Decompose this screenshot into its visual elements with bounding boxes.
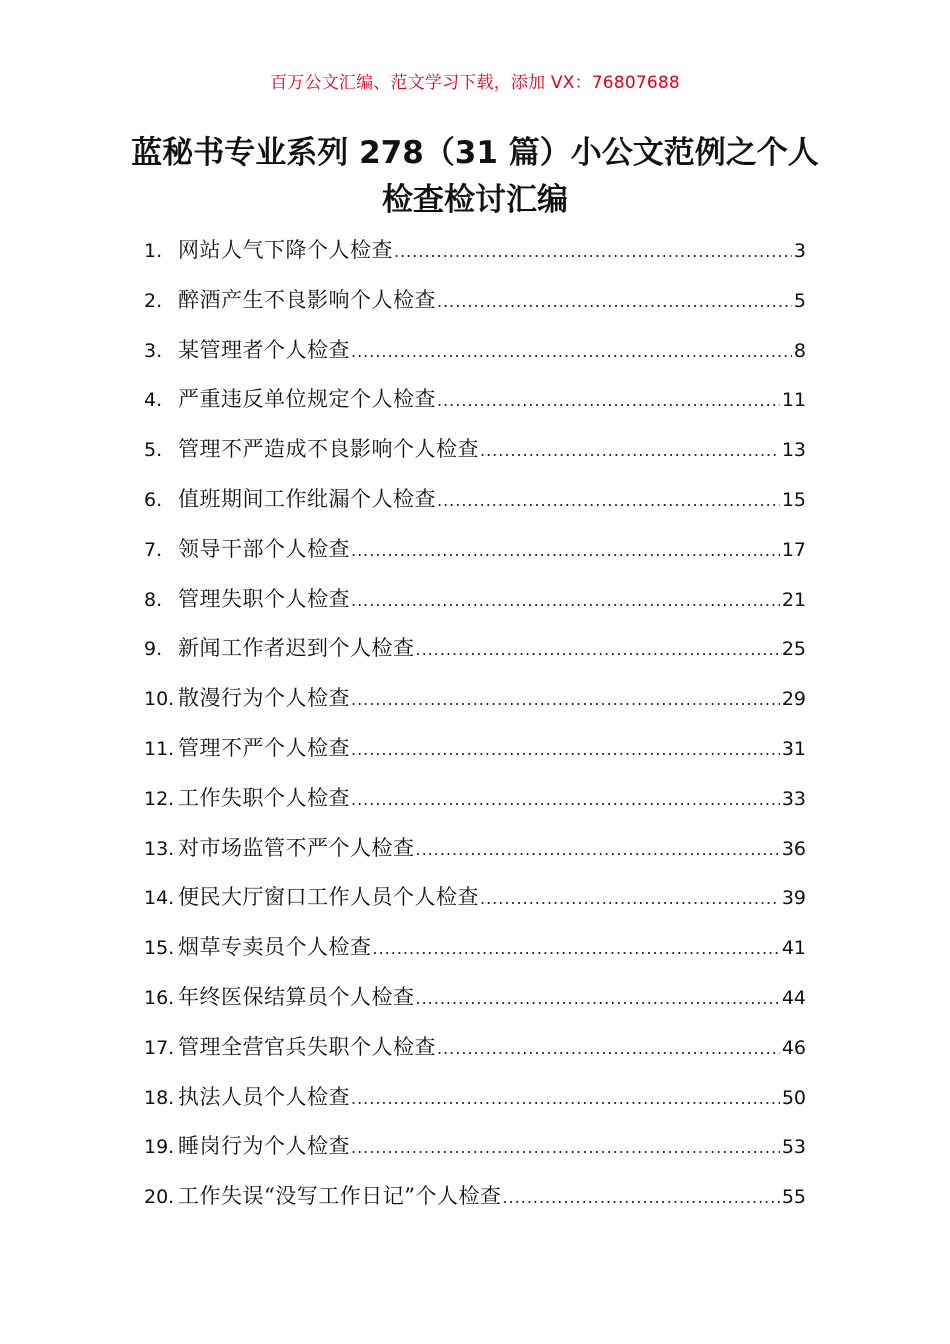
toc-entry-number: 9. [144,638,163,661]
toc-dot-leader [480,431,780,471]
toc-entry[interactable] [144,379,806,429]
toc-entry-number: 20. [144,1186,175,1209]
toc-entry-title: 睡岗行为个人检查 [178,1134,350,1159]
toc-entry[interactable] [144,429,806,479]
toc-entry-page-number: 5 [793,289,806,312]
toc-entry-title: 工作失误“没写工作日记”个人检查 [178,1184,502,1209]
toc-entry-title: 醉酒产生不良影响个人检查 [178,287,436,312]
toc-entry-page-number: 46 [781,1036,806,1059]
toc-entry-number: 2. [144,289,163,312]
toc-dot-leader [437,1029,780,1069]
toc-entry[interactable] [144,330,806,380]
toc-dot-leader [351,680,780,720]
toc-entry-page-number: 15 [781,488,806,511]
toc-entry-title: 年终医保结算员个人检查 [178,984,415,1009]
toc-entry-title: 管理失职个人检查 [178,586,350,611]
toc-entry[interactable] [144,1077,806,1127]
toc-entry-title: 工作失职个人检查 [178,785,350,810]
toc-entry-title: 领导干部个人检查 [178,536,350,561]
toc-entry-page-number: 11 [781,389,806,412]
toc-entry-title: 便民大厅窗口工作人员个人检查 [178,885,479,910]
toc-dot-leader [351,780,780,820]
toc-dot-leader [437,381,780,421]
toc-entry[interactable] [144,479,806,529]
toc-entry-number: 19. [144,1136,175,1159]
toc-dot-leader [351,581,780,621]
toc-entry-number: 14. [144,887,175,910]
toc-entry-page-number: 41 [781,937,806,960]
toc-entry[interactable] [144,1126,806,1176]
toc-dot-leader [502,1178,779,1218]
toc-entry-title: 管理不严个人检查 [178,735,350,760]
toc-entry[interactable] [144,828,806,878]
toc-entry-title: 烟草专卖员个人检查 [178,935,372,960]
toc-dot-leader [437,282,792,322]
toc-entry[interactable] [144,728,806,778]
toc-entry-number: 18. [144,1086,175,1109]
toc-entry-page-number: 3 [793,240,806,262]
toc-entry-page-number: 25 [781,638,806,661]
toc-entry[interactable] [144,1027,806,1077]
toc-entry-title: 网站人气下降个人检查 [178,238,393,262]
toc-entry[interactable] [144,230,806,280]
toc-entry[interactable] [144,1176,806,1226]
toc-entry-title: 值班期间工作纰漏个人检查 [178,486,436,511]
toc-entry-page-number: 13 [781,439,806,462]
toc-dot-leader [373,929,780,969]
header-note: 百万公文汇编、范文学习下载，添加 VX：76807688 [270,73,680,93]
toc-entry-title: 新闻工作者迟到个人检查 [178,636,415,661]
toc-dot-leader [394,232,792,272]
toc-entry-number: 7. [144,538,163,561]
toc-entry-number: 10. [144,688,175,711]
toc-entry[interactable] [144,529,806,579]
toc-entry[interactable] [144,778,806,828]
toc-entry-number: 11. [144,737,175,760]
toc-entry-title: 对市场监管不严个人检查 [178,835,415,860]
toc-dot-leader [437,481,780,521]
toc-entry-page-number: 50 [781,1086,806,1109]
toc-dot-leader [416,830,780,870]
toc-entry-page-number: 8 [793,339,806,362]
toc-entry-page-number: 33 [781,787,806,810]
toc-entry-page-number: 44 [781,986,806,1009]
toc-entry-page-number: 29 [781,688,806,711]
toc-entry-title: 某管理者个人检查 [178,337,350,362]
toc-entry-title: 严重违反单位规定个人检查 [178,387,436,412]
toc-entry[interactable] [144,280,806,330]
toc-dot-leader [351,332,792,372]
toc-dot-leader [351,1128,780,1168]
toc-entry[interactable] [144,579,806,629]
toc-entry-page-number: 17 [781,538,806,561]
toc-entry[interactable] [144,977,806,1027]
toc-dot-leader [480,879,780,919]
toc-entry-number: 4. [144,389,163,412]
toc-entry[interactable] [144,927,806,977]
toc-entry-number: 16. [144,986,175,1009]
toc-dot-leader [416,630,780,670]
toc-entry-number: 8. [144,588,163,611]
toc-entry-title: 管理不严造成不良影响个人检查 [178,437,479,462]
toc-entry-title: 管理全营官兵失职个人检查 [178,1034,436,1059]
toc-dot-leader [351,730,780,770]
toc-entry-number: 5. [144,439,163,462]
toc-entry-title: 散漫行为个人检查 [178,686,350,711]
toc-entry-number: 6. [144,488,163,511]
toc-entry-number: 1. [144,240,163,262]
toc-dot-leader [351,531,780,571]
toc-entry[interactable] [144,877,806,927]
toc-entry-number: 17. [144,1036,175,1059]
toc-entry-number: 12. [144,787,175,810]
document-title: 蓝秘书专业系列 278（31 篇）小公文范例之个人检查检讨汇编 [131,135,819,218]
toc-entry-number: 3. [144,339,163,362]
toc-entry-page-number: 39 [781,887,806,910]
toc-dot-leader [416,979,780,1019]
table-of-contents [144,230,806,1226]
toc-entry-title: 执法人员个人检查 [178,1084,350,1109]
toc-entry-page-number: 53 [781,1136,806,1159]
toc-entry-page-number: 31 [781,737,806,760]
toc-entry-number: 15. [144,937,175,960]
toc-dot-leader [351,1079,780,1119]
toc-entry[interactable] [144,628,806,678]
toc-entry-page-number: 21 [781,588,806,611]
toc-entry[interactable] [144,678,806,728]
toc-entry-number: 13. [144,837,175,860]
toc-entry-page-number: 55 [781,1186,806,1209]
toc-entry-page-number: 36 [781,837,806,860]
